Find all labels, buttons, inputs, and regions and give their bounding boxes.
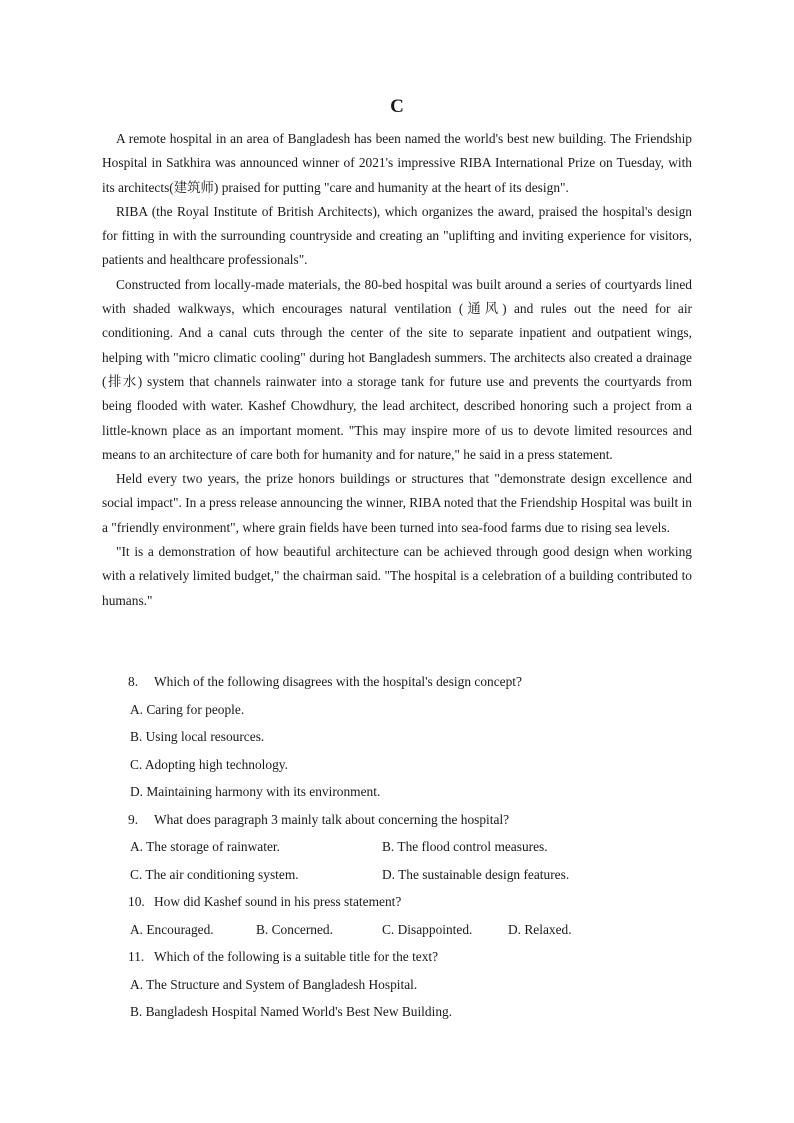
option-10c[interactable]: C. Disappointed. — [382, 921, 473, 937]
option-9c[interactable]: C. The air conditioning system. — [130, 866, 299, 882]
question-9 — [102, 806, 692, 834]
question-number: 9. — [128, 811, 139, 827]
option-8d[interactable]: D. Maintaining harmony with its environment. — [130, 784, 381, 799]
question-text: Which of the following disagrees with the hospital's design concept? — [154, 674, 522, 689]
paragraph-4: Held every two years, the prize honors buildings or structures that "demonstrate design excellence and social impact". In a press release announcing the winner, RIBA noted that the Friendship Hospital was built in a "friendly environment", where grain fields have been turned into sea-food farms due to rising sea levels. — [102, 471, 692, 535]
option-10d[interactable]: D. Relaxed. — [508, 921, 572, 937]
question-text: What does paragraph 3 mainly talk about concerning the hospital? — [154, 811, 510, 827]
reading-passage — [102, 127, 692, 613]
options-row — [102, 916, 692, 944]
option-11a[interactable]: A. The Structure and System of Bangladesh Hospital. — [130, 976, 418, 992]
option-9d[interactable]: D. The sustainable design features. — [382, 866, 570, 882]
option-10a[interactable]: A. Encouraged. — [130, 921, 214, 937]
option-8c[interactable]: C. Adopting high technology. — [130, 756, 288, 772]
question-10 — [102, 888, 692, 916]
question-8 — [102, 668, 692, 696]
question-number: 8. — [128, 674, 139, 689]
option-8a[interactable]: A. Caring for people. — [130, 701, 245, 717]
question-number: 10. — [128, 894, 145, 909]
option-8b[interactable]: B. Using local resources. — [130, 729, 265, 744]
options-row — [102, 833, 692, 861]
question-text: Which of the following is a suitable title for the text? — [154, 949, 439, 964]
question-number: 11. — [128, 949, 145, 964]
paragraph-3: Constructed from locally-made materials, the 80-bed hospital was built around a series of courtyards lined with shaded walkways, which encourages natural ventilation (通风) and rules out the need for air conditioning. And a canal cuts through the center of the site to separate inpatient and outpatient wings, helping with "micro climatic cooling" during hot Bangladesh summers. The architects also created a drainage (排水) system that channels rainwater into a storage tank for future use and prevents the courtyards from being flooded with water. Kashef Chowdhury, the lead architect, described honoring such a project from a little-known place as an important moment. "This may inspire more of us to devote limited resources and means to an architecture of care both for humanity and for nature," he said in a press statement. — [102, 276, 692, 462]
paragraph-2: RIBA (the Royal Institute of British Architects), which organizes the award, praised the hospital's design for fitting in with the surrounding countryside and creating an "uplifting and inviting experience for visitors, patients and healthcare professionals". — [102, 203, 692, 268]
option-9b[interactable]: B. The flood control measures. — [382, 839, 548, 854]
option-9a[interactable]: A. The storage of rainwater. — [130, 839, 280, 854]
option-10b[interactable]: B. Concerned. — [256, 921, 333, 937]
question-list — [102, 668, 692, 1026]
section-title: C — [390, 96, 404, 117]
paragraph-1: A remote hospital in an area of Bangladesh has been named the world's best new building. The Friendship Hospital in Satkhira was announced winner of 2021's impressive RIBA International Prize on Tuesday, with its architects(建筑师) praised for putting "care and humanity at the heart of its design". — [102, 131, 692, 195]
question-11 — [102, 943, 692, 971]
option-11b[interactable]: B. Bangladesh Hospital Named World's Best New Building. — [130, 1004, 453, 1019]
question-text: How did Kashef sound in his press statement? — [154, 894, 402, 909]
options-row — [102, 861, 692, 889]
paragraph-5: "It is a demonstration of how beautiful architecture can be achieved through good design when working with a relatively limited budget," the chairman said. "The hospital is a celebration of a building contributed to humans." — [102, 544, 692, 608]
